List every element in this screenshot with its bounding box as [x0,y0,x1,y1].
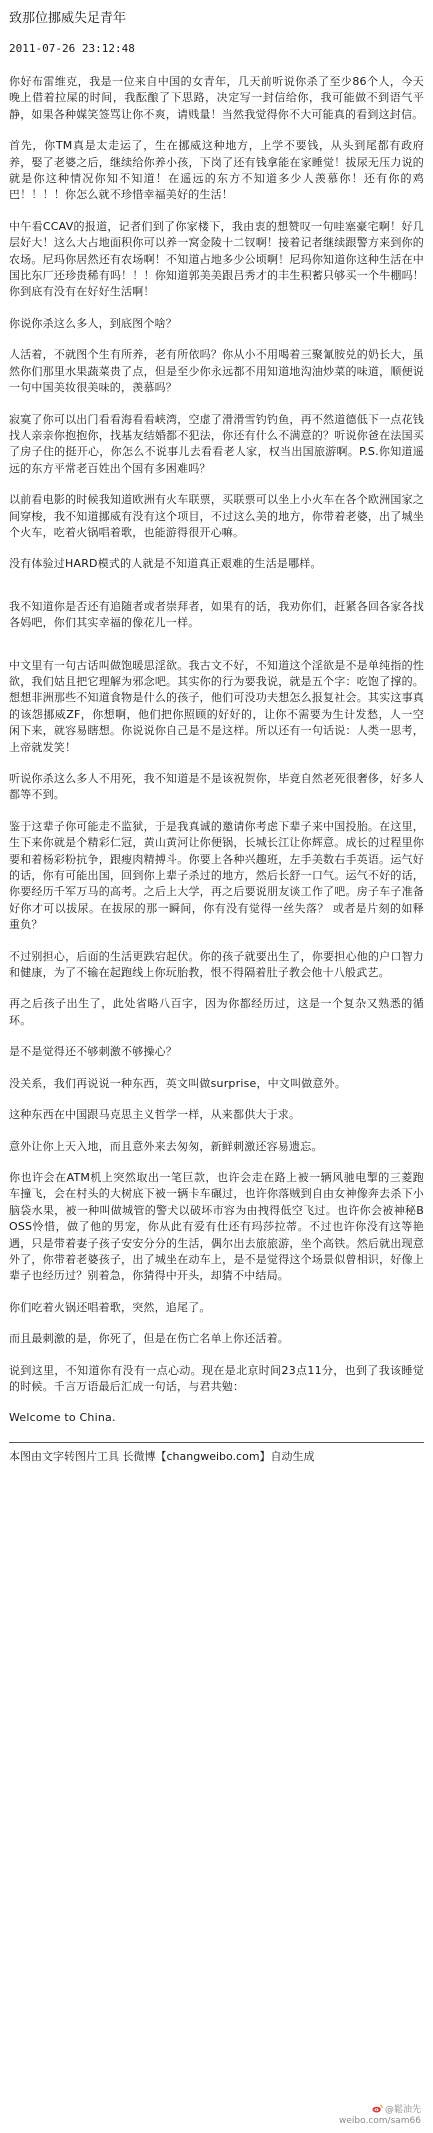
footer-divider [9,1442,424,1443]
paragraph-16: 没关系，我们再说说一种东西，英文叫做surprise，中文叫做意外。 [9,1076,347,1090]
article-title: 致那位挪威失足青年 [9,11,127,26]
paragraph-11: 听说你杀这么多人不用死，我不知道是不是该祝贺你，毕竟自然老死很奢侈，好多人都等不到。 [9,772,424,802]
paragraph-9: 我不知道你是否还有追随者或者崇拜者，如果有的话，我劝你们，赶紧各回各家各找各妈吧，你们其实幸福的像花儿一样。 [9,599,424,630]
weibo-logo-icon [372,2104,383,2113]
paragraph-8: 没有体验过HARD模式的人就是不知道真正艰难的生活是哪样。 [9,557,322,571]
paragraph-7: 以前看电影的时候我知道欧洲有火车联票，买联票可以坐上小火车在各个欧洲国家之间穿梭，我不知道挪威有没有这个项目，不过这么美的地方，你带着老婆，出了城坐个火车，吃着火锅唱着歌，也能游得很开心嘛。 [9,493,424,539]
paragraph-13: 不过别担心，后面的生活更跌宕起伏。你的孩子就要出生了，你要担心他的户口智力和健康，为了不输在起跑线上你玩胎教，恨不得隔着肚子教会他十八般武艺。 [9,949,424,980]
weibo-watermark [339,2104,421,2127]
article-body [9,74,424,1427]
paragraph-1: 你好布雷维克，我是一位来自中国的女青年，几天前听说你杀了至少86个人，今天晚上借着拉屎的时间，我酝酿了下思路，决定写一封信给你，我可能做不到语气平静，如果各种媒笑签骂让你不爽，请贱量！当然我觉得你不大可能真的看到这封信。 [9,75,424,121]
paragraph-15: 是不是觉得还不够刺激不够操心？ [9,1045,177,1059]
paragraph-12: 鉴于这辈子你可能走不监狱，于是我真诚的邀请你考虑下辈子来中国投胎。在这里，生下来你就是个精彩仁冠，黄山黄河让你便锅，长城长江让你辉意。成长的过程里你要和着杨彩粉抗争，跟瘦肉精搏斗。你要上各种兴趣班，左手美数右手英语。运气好的话，你有可能出国，回到你上辈子杀过的地方，然后长舒一口气。运气不好的话，你要经历千军万马的高考。之后上大学，再之后要说朋友谈工作了吧。房子车子准备好你才可以拔尿。在拔尿的那一瞬间，你有没有觉得一丝失落？ 或者是片刻的如释重负？ [9,819,424,932]
paragraph-10: 中文里有一句古话叫做饱暖思淫欲。我古文不好，不知道这个淫欲是不是单纯指的性欲，我们姑且把它理解为邪念吧。其实你的行为要我说，就是五个字：吃饱了撑的。想想非洲那些不知道食物是什么的孩子，他们可没功夫想怎么报复社会。其实这事真的该怨挪威ZF，你想啊，他们把你照顾的好好的，让你不需要为生计发愁，人一空闲下来，就容易瞎想。你说说你自己是不是这样。所以还有一句话说：人类一思考，上帝就发笑！ [9,658,424,754]
paragraph-14: 再之后孩子出生了，此处省略八百字，因为你都经历过，这是一个复杂又熟悉的循环。 [9,997,424,1027]
closing-line: Welcome to China. [9,1411,116,1425]
paragraph-2: 首先，你TM真是太走运了，生在挪威这种地方，上学不要钱，从头到尾都有政府养，娶了老婆之后，继续给你养小孩，下岗了还有钱拿能在家睡觉！拔尿无压力说的就是你这种情况你知不知道！在遥远的东方不知道多少人羡慕你！还有你的鸡巴！！！！你怎么就不珍惜幸福美好的生活！ [9,139,424,202]
post-timestamp: 2011-07-26 23:12:48 [9,42,135,55]
paragraph-3: 中午看CCAV的报道，记者们到了你家楼下，我由衷的想赞叹一句哇塞豪宅啊！好几层好大！这么大占地面积你可以养一窝金陵十二钗啊！接着记者继续跟警方来到你的农场。尼玛你居然还有农场啊！不知道占地多少公顷啊！尼玛你知道你这种生活在中国比东厂还珍贵稀有吗！！！你知道郭美美跟吕秀才的丰生积蓄只够买一个牛棚吗！你到底有没有在好好生活啊！ [9,219,424,299]
paragraph-5: 人活着，不就图个生有所养，老有所依吗？你从小不用喝着三聚氰胺兑的奶长大，虽然你们那里水果蔬菜贵了点，但是至少你永远都不用知道地沟油炒菜的味道，顺便说一句中国美妆很美味的，羡慕吗？ [9,348,424,395]
paragraph-18: 意外让你上天入地，而且意外来去匆匆，新鲜刺激还容易遗忘。 [9,1139,323,1153]
paragraph-19: 你也许会在ATM机上突然取出一笔巨款，也许会走在路上被一辆风驰电掣的三菱跑车撞飞，会在村头的大树底下被一辆卡车碾过，也许你落贼到自由女神像奔去杀下小脑袋水果，被一种叫做城管的警犬以破坏市容为由拽得低空飞过。也许你会被神秘BOSS怜惜，做了他的男宠，你从此有爱有仕还有玛莎拉蒂。不过也许你没有这等艳遇，只是带着妻子孩子安安分分的生活，偶尔出去旅旅游，坐个高铁。然后就出现意外了，你带着老婆孩子，出了城坐在动车上，是不是觉得这个场景似曾相识，好像上辈子也经历过？别着急，你猜得中开头，却猜不中结局。 [9,1170,424,1283]
watermark-handle-row [339,2104,421,2116]
paragraph-6: 寂寞了你可以出门看看海看看峡湾，空虚了滑滑雪钓钓鱼，再不然道德低下一点花钱找人亲亲你抱抱你，找基友结婚都不犯法，你还有什么不满意的？听说你爸在法国买了房子住的挺开心，你怎么不说事儿去看看老人家，权当出国旅游啊。P.S.你知道遥远的东方平常老百姓出个国有多困难吗？ [9,412,424,475]
generator-footer: 本图由文字转图片工具 长微博【changweibo.com】自动生成 [9,1449,315,1463]
paragraph-22: 说到这里，不知道你有没有一点心动。现在是北京时间23点11分，也到了我该睡觉的时候。千言万语最后汇成一句话，与君共勉： [9,1363,424,1393]
watermark-handle: @鬆油先 [384,2105,421,2115]
paragraph-4: 你说你杀这么多人，到底图个啥？ [9,316,177,330]
paragraph-20: 你们吃着火锅还唱着歌，突然，追尾了。 [9,1300,211,1314]
paragraph-21: 而且最刺激的是，你死了，但是在伤亡名单上你还活着。 [9,1332,289,1346]
watermark-url: weibo.com/sam66 [339,2116,421,2126]
paragraph-17: 这种东西在中国跟马克思主义哲学一样，从来都供大于求。 [9,1108,301,1122]
